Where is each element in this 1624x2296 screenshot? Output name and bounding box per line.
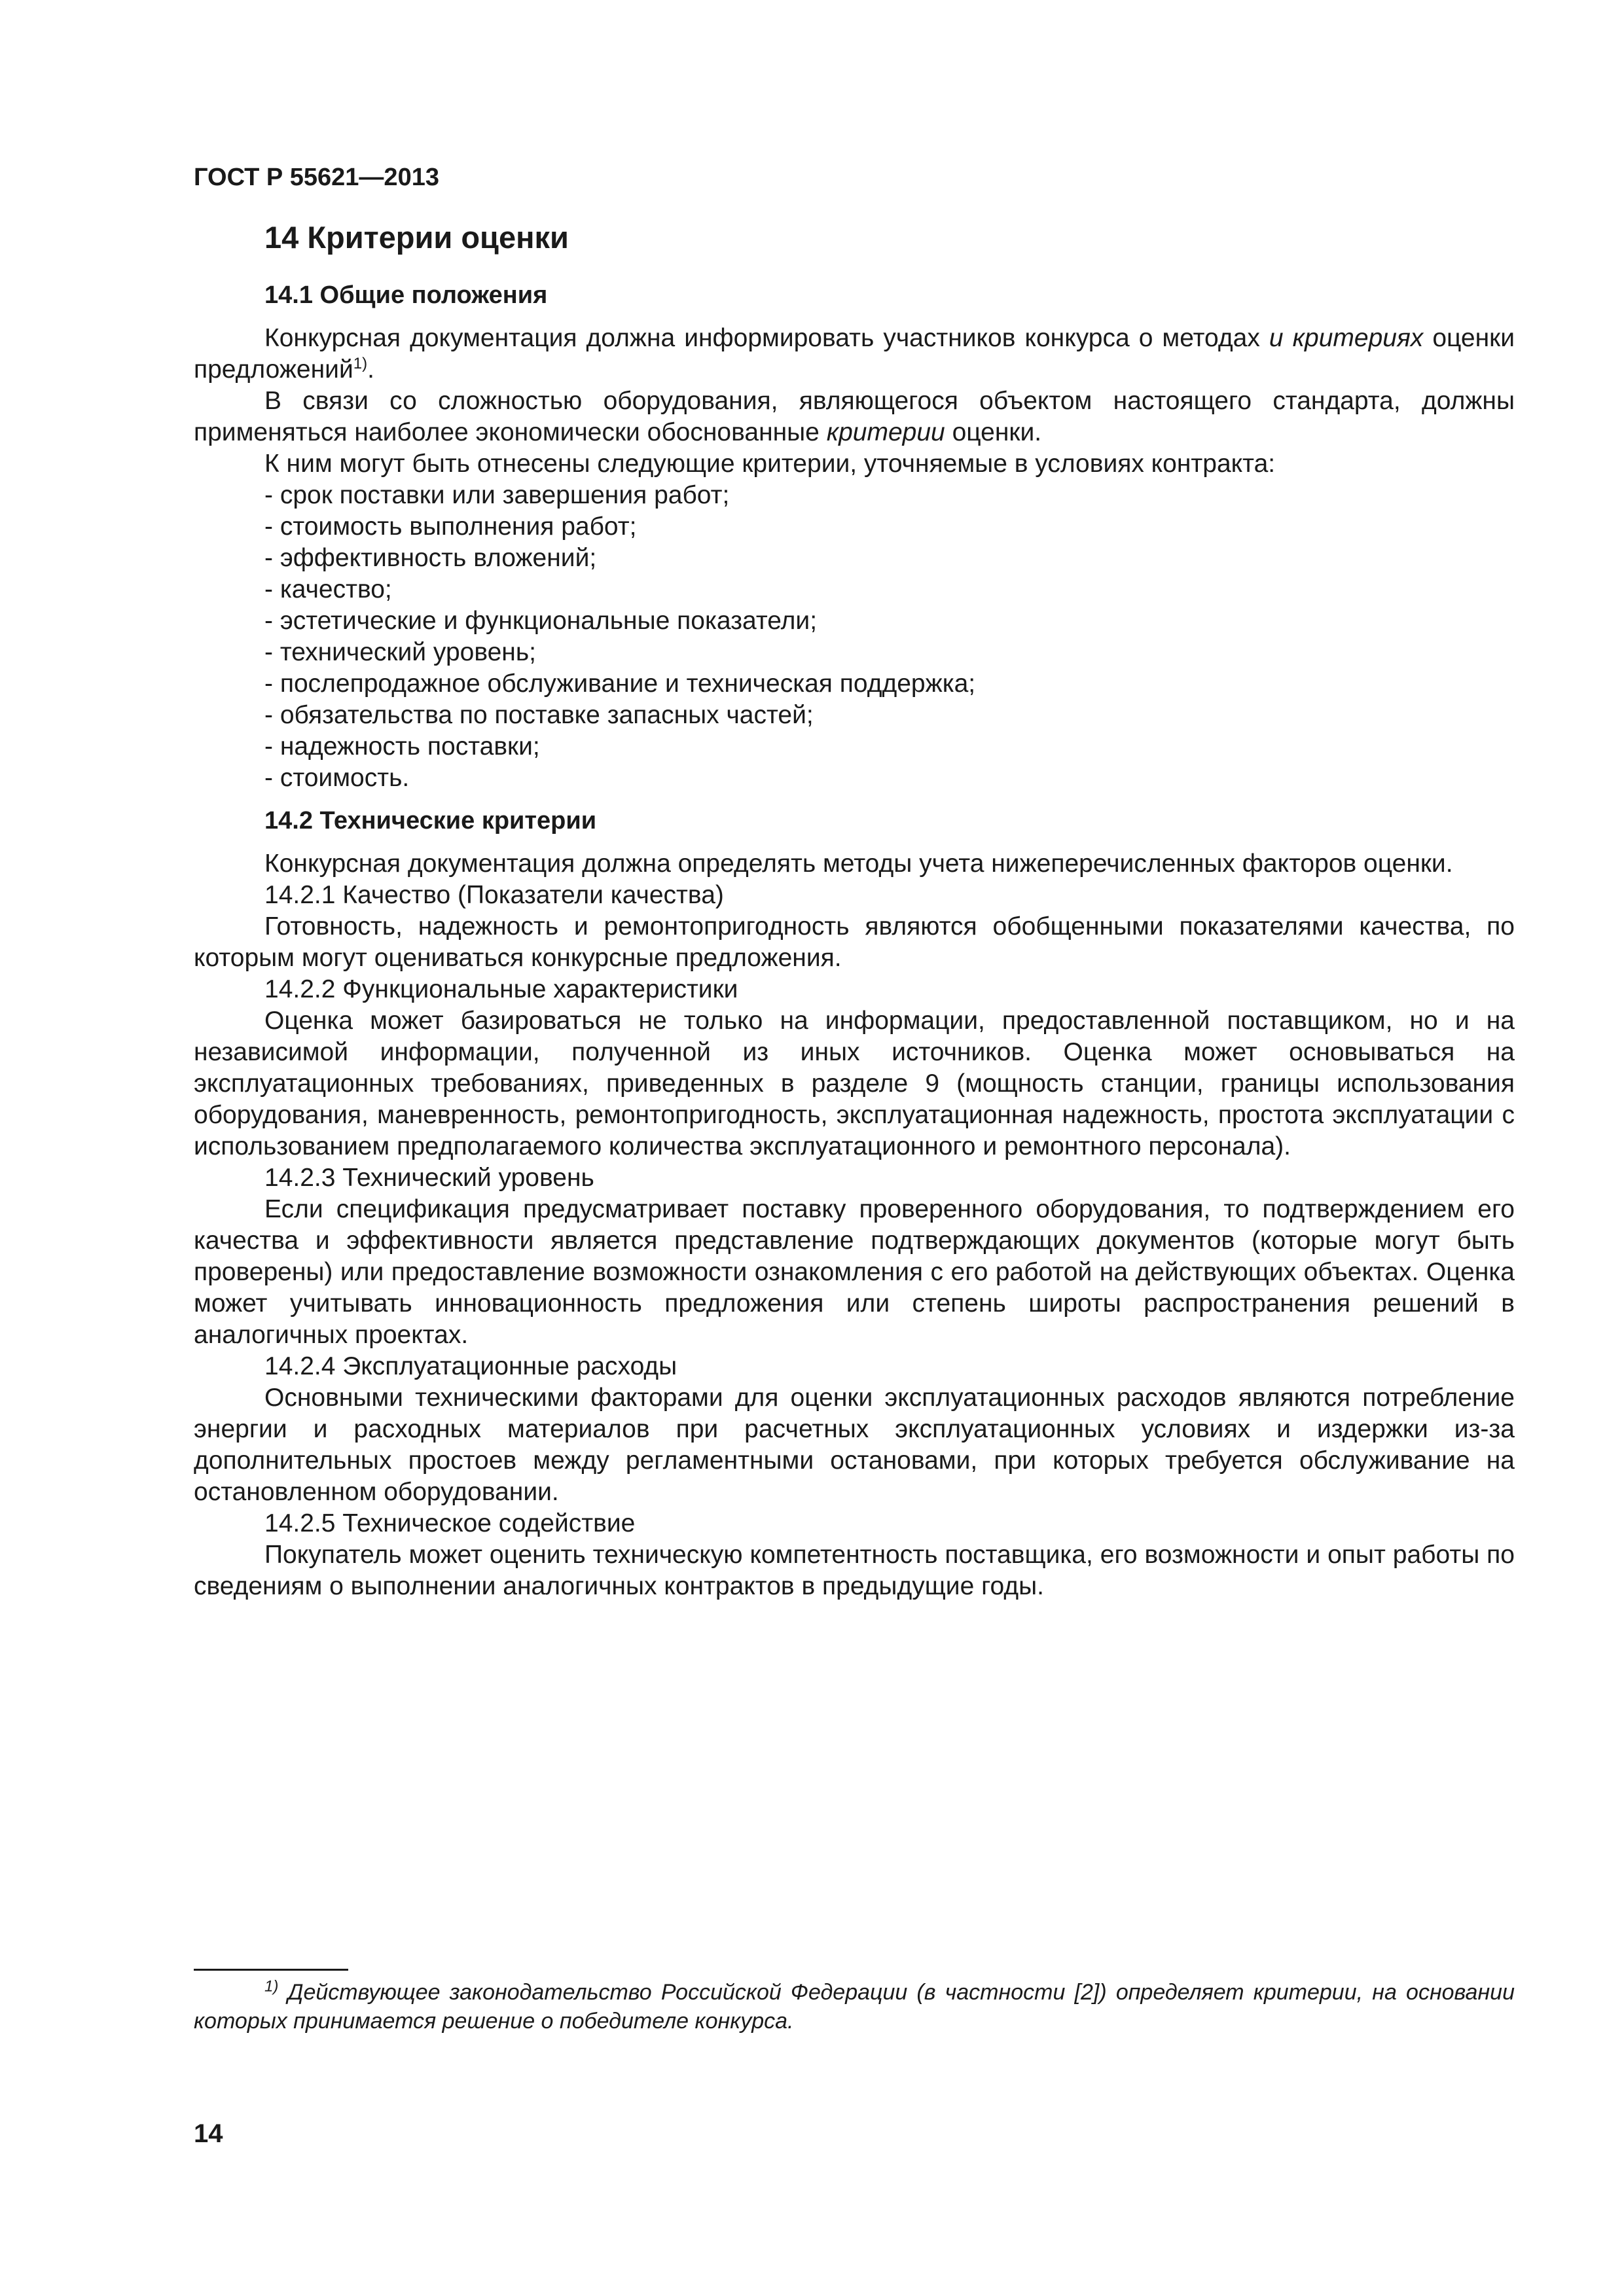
clause-heading: 14.2.2 Функциональные характеристики: [264, 975, 738, 1003]
text-emphasis: критерии: [826, 418, 945, 446]
page-number: 14: [194, 2119, 223, 2148]
footnote-text: Действующее законодательство Российской Федерации (в частности [2]) определяет критерии, на основании которых принимается решение о победителе конкурса.: [194, 1980, 1515, 2034]
text-emphasis: и критериях: [1269, 324, 1424, 352]
subsection-title-general: 14.1 Общие положения: [264, 281, 548, 309]
subsection-title-technical: 14.2 Технические критерии: [264, 807, 597, 834]
list-item: - стоимость выполнения работ;: [264, 512, 637, 541]
footnote-marker: 1): [264, 1977, 279, 1996]
paragraph: [194, 323, 1515, 386]
section-title: 14 Критерии оценки: [264, 220, 569, 255]
clause-heading: 14.2.4 Эксплуатационные расходы: [264, 1352, 677, 1380]
clause-heading: 14.2.5 Техническое содействие: [264, 1509, 636, 1537]
clause-heading: 14.2.1 Качество (Показатели качества): [264, 881, 724, 909]
paragraph: Готовность, надежность и ремонтопригодность являются обобщенными показателями качества, по которым могут оцениваться конкурсные предложения.: [194, 912, 1515, 972]
document-code: ГОСТ Р 55621—2013: [194, 164, 439, 191]
list-item: - качество;: [264, 575, 392, 603]
paragraph: Основными техническими факторами для оценки эксплуатационных расходов являются потребление энергии и расходных материалов при расчетных эксплуатационных условиях и издержки из-за дополнительных простоев между регламентными остановами, при которых требуется обслуживание на остановленном оборудовании.: [194, 1384, 1515, 1506]
paragraph: Оценка может базироваться не только на информации, предоставленной поставщиком, но и на независимой информации, полученной из иных источников. Оценка может основываться на эксплуатационных требованиях, приведенных в разделе 9 (мощность станции, границы использования оборудования, маневренность, ремонтопригодность, эксплуатационная надежность, простота эксплуатации с использованием предполагаемого количества эксплуатационного и ремонтного персонала).: [194, 1007, 1515, 1160]
text: оценки.: [945, 418, 1042, 446]
paragraph: Конкурсная документация должна определять методы учета нижеперечисленных факторов оценки.: [264, 850, 1453, 878]
paragraph: [194, 386, 1515, 448]
list-item: - стоимость.: [264, 764, 410, 792]
footnote-separator: [194, 1969, 348, 1971]
list-item: - послепродажное обслуживание и техническая поддержка;: [264, 670, 976, 698]
text: оценки предложений: [194, 324, 1515, 384]
list-item: - обязательства по поставке запасных частей;: [264, 701, 814, 729]
text: .: [367, 355, 374, 384]
list-item: - эстетические и функциональные показатели;: [264, 607, 818, 635]
criteria-list: [194, 480, 1515, 794]
list-item: - надежность поставки;: [264, 732, 540, 761]
footnote-reference: 1): [353, 355, 368, 372]
footnote: [194, 1978, 1515, 2036]
list-item: - эффективность вложений;: [264, 544, 597, 572]
list-item: - технический уровень;: [264, 638, 536, 666]
list-item: - срок поставки или завершения работ;: [264, 481, 730, 509]
text: Конкурсная документация должна информировать участников конкурса о методах: [264, 324, 1269, 352]
paragraph: К ним могут быть отнесены следующие критерии, уточняемые в условиях контракта:: [264, 450, 1276, 478]
text: В связи со сложностью оборудования, являющегося объектом настоящего стандарта, должны применяться наиболее экономически обоснованные: [194, 387, 1515, 446]
clause-heading: 14.2.3 Технический уровень: [264, 1164, 594, 1192]
paragraph: Если спецификация предусматривает поставку проверенного оборудования, то подтверждением его качества и эффективности является представление подтверждающих документов (которые могут быть проверены) или предоставление возможности ознакомления с его работой на действующих объектах. Оценка может учитывать инновационность предложения или степень широты распространения решений в аналогичных проектах.: [194, 1195, 1515, 1349]
main-content: [194, 219, 1515, 1602]
paragraph: Покупатель может оценить техническую компетентность поставщика, его возможности и опыт работы по сведениям о выполнении аналогичных контрактов в предыдущие годы.: [194, 1541, 1515, 1600]
